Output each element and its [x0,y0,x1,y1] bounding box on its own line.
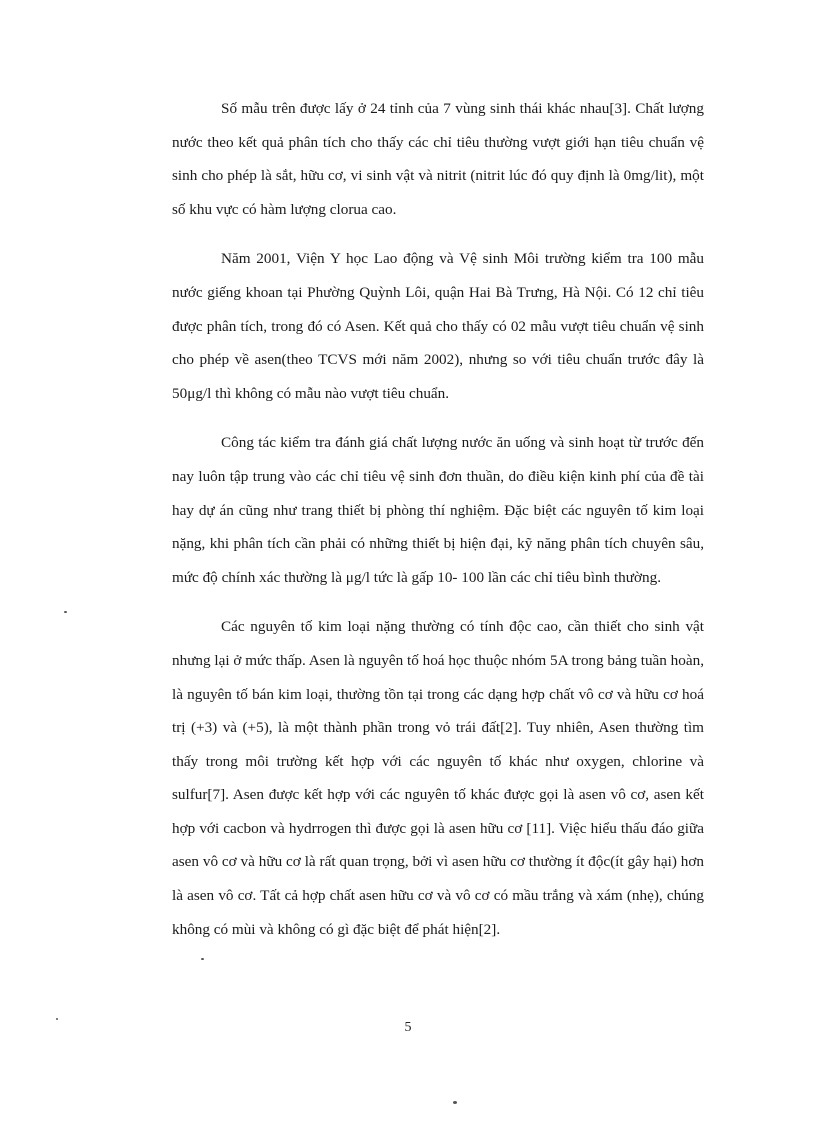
scan-speck [201,958,204,960]
paragraph-4: Các nguyên tố kim loại nặng thường có tính độc cao, cần thiết cho sinh vật nhưng lại ở mức thấp. Asen là nguyên tố hoá học thuộc nhóm 5A trong bảng tuần hoàn, là nguyên tố bán kim loại, thường tồn tại trong các dạng hợp chất vô cơ và hữu cơ hoá trị (+3) và (+5), là một thành phần trong vỏ trái đất[2]. Tuy nhiên, Asen thường tìm thấy trong môi trường kết hợp với các nguyên tố khác như oxygen, chlorine và sulfur[7]. Asen được kết hợp với các nguyên tố khác được gọi là asen vô cơ, asen kết hợp với cacbon và hydrrogen thì được gọi là asen hữu cơ [11]. Việc hiểu thấu đáo giữa asen vô cơ và hữu cơ là rất quan trọng, bởi vì asen hữu cơ thường ít độc(ít gây hại) hơn là asen vô cơ. Tất cả hợp chất asen hữu cơ và vô cơ có mầu trắng và xám (nhẹ), chúng không có mùi và không có gì đặc biệt để phát hiện[2]. [172,618,704,938]
paragraph-1: Số mẫu trên được lấy ở 24 tỉnh của 7 vùng sinh thái khác nhau[3]. Chất lượng nước theo kết quả phân tích cho thấy các chỉ tiêu thường vượt giới hạn tiêu chuẩn vệ sinh cho phép là sắt, hữu cơ, vi sinh vật và nitrit (nitrit lúc đó quy định là 0mg/lit), một số khu vực có hàm lượng clorua cao. [172,100,704,218]
scan-speck [56,1018,58,1020]
scan-speck [453,1101,457,1104]
paragraph-2: Năm 2001, Viện Y học Lao động và Vệ sinh Môi trường kiểm tra 100 mẫu nước giếng khoan tại Phường Quỳnh Lôi, quận Hai Bà Trưng, Hà Nội. Có 12 chỉ tiêu được phân tích, trong đó có Asen. Kết quả cho thấy có 02 mẫu vượt tiêu chuẩn vệ sinh cho phép về asen(theo TCVS mới năm 2002), nhưng so với tiêu chuẩn trước đây là 50μg/l thì không có mẫu nào vượt tiêu chuẩn. [172,250,704,402]
paragraph-3: Công tác kiểm tra đánh giá chất lượng nước ăn uống và sinh hoạt từ trước đến nay luôn tập trung vào các chỉ tiêu vệ sinh đơn thuần, do điều kiện kinh phí của đề tài hay dự án cũng như trang thiết bị phòng thí nghiệm. Đặc biệt các nguyên tố kim loại nặng, khi phân tích cần phải có những thiết bị hiện đại, kỹ năng phân tích chuyên sâu, mức độ chính xác thường là μg/l tức là gấp 10- 100 lần các chỉ tiêu bình thường. [172,434,704,586]
scan-speck [64,611,67,613]
body-text [172,92,704,962]
page-number: 5 [404,1020,412,1035]
